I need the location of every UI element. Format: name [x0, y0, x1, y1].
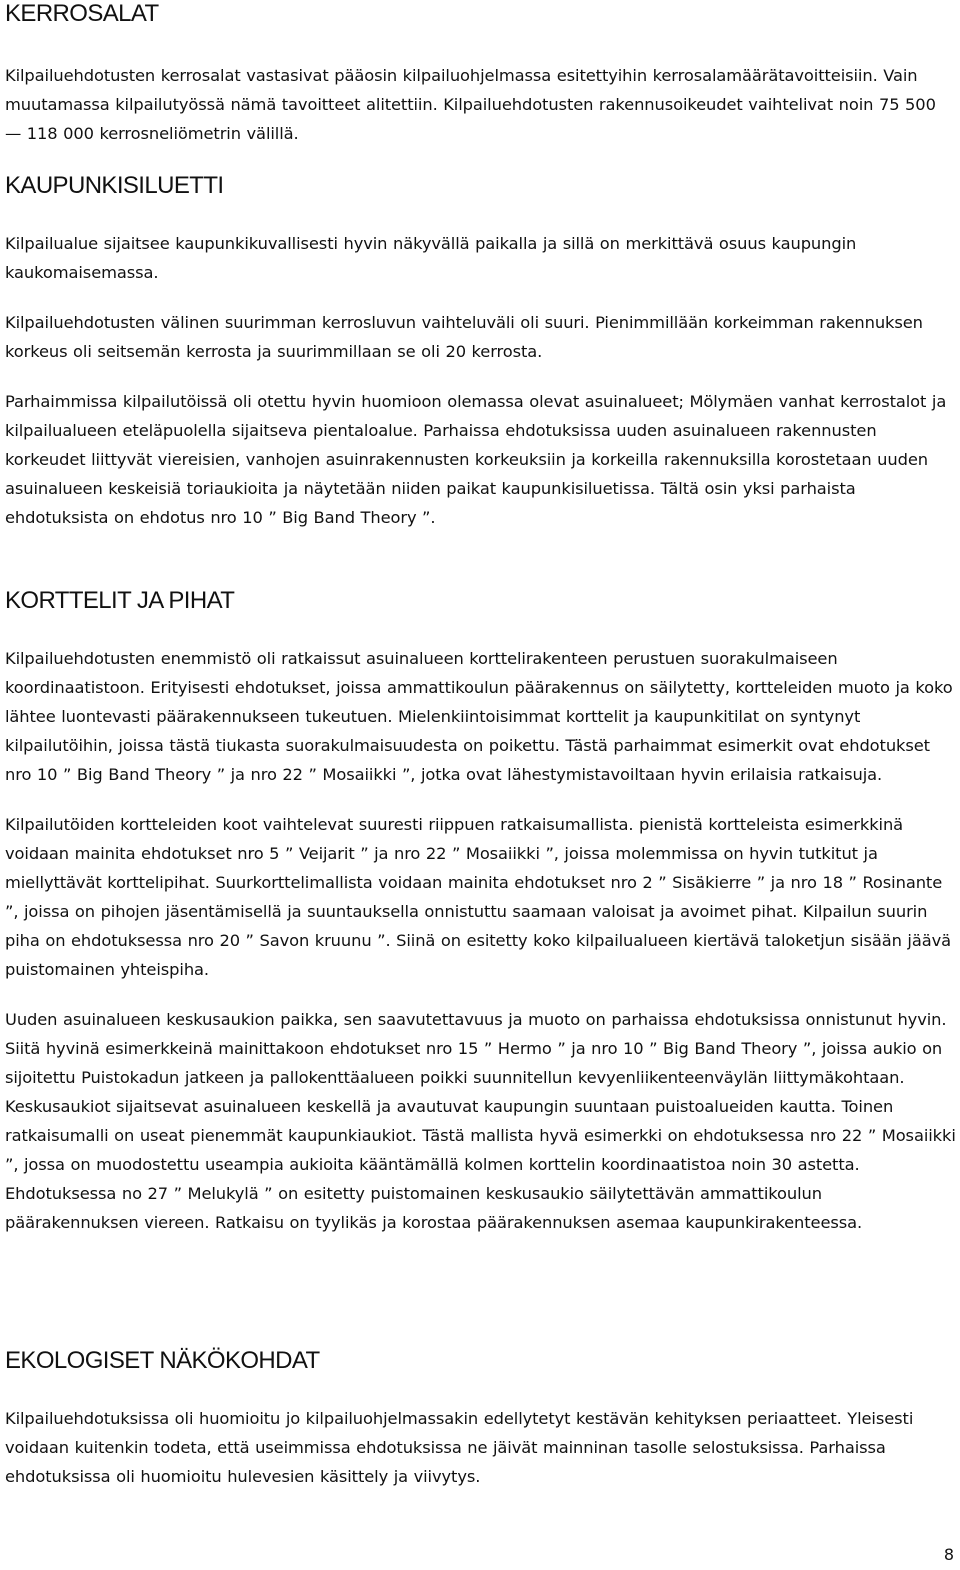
page-number: 8: [943, 1545, 954, 1564]
section-kerrosalat: [5, 0, 957, 148]
paragraph: Kilpailuehdotuksissa oli huomioitu jo kilpailuohjelmassakin edellytetyt kestävän kehityksen periaatteet. Yleisesti voidaan kuitenkin todeta, että useimmissa ehdotuksissa ne jäivät mainninan tasolle selostuksissa. Parhaissa ehdotuksissa oli huomioitu hulevesien käsittely ja viivytys.: [5, 1409, 914, 1486]
section-heading: KAUPUNKISILUETTI: [5, 172, 224, 199]
section-ekologiset-nakokohdat: [5, 1347, 957, 1491]
paragraph: Kilpailuehdotusten välinen suurimman kerrosluvun vaihteluväli oli suuri. Pienimmillään korkeimman rakennuksen korkeus oli seitsemän kerrosta ja suurimmillaan se oli 20 kerrosta.: [5, 313, 923, 361]
paragraph: Kilpailualue sijaitsee kaupunkikuvallisesti hyvin näkyvällä paikalla ja sillä on merkittävä osuus kaupungin kaukomaisemassa.: [5, 234, 857, 282]
section-heading: EKOLOGISET NÄKÖKOHDAT: [5, 1347, 320, 1374]
paragraph: Kilpailutöiden kortteleiden koot vaihtelevat suuresti riippuen ratkaisumallista. pienistä kortteleista esimerkkinä voidaan mainita ehdotukset nro 5 ” Veijarit ” ja nro 22 ” Mosaiikki ”, joissa molemmissa on hyvin tutkitut ja miellyttävät korttelipihat. Suurkorttelimallista voidaan mainita ehdotukset nro 2 ” Sisäkierre ” ja nro 18 ” Rosinante ”, joissa on pihojen jäsentämisellä ja suuntauksella onnistuttu saamaan valoisat ja avoimet pihat. Kilpailun suurin piha on ehdotuksessa nro 20 ” Savon kruunu ”. Siinä on esitetty koko kilpailualueen kiertävä taloketjun sisään jäävä puistomainen yhteispiha.: [5, 815, 951, 979]
paragraph: Parhaimmissa kilpailutöissä oli otettu hyvin huomioon olemassa olevat asuinalueet; Mölymäen vanhat kerrostalot ja kilpailualueen eteläpuolella sijaitseva pientaloalue. Parhaissa ehdotuksissa uuden asuinalueen rakennusten korkeudet liittyvät viereisien, vanhojen asuinrakennusten korkeuksiin ja korkeilla rakennuksilla korostetaan uuden asuinalueen keskeisiä toriaukioita ja näytetään niiden paikat kaupunkisiluetissa. Tältä osin yksi parhaista ehdotuksista on ehdotus nro 10 ” Big Band Theory ”.: [5, 392, 947, 527]
section-heading: KORTTELIT JA PIHAT: [5, 587, 235, 614]
paragraph: Kilpailuehdotusten kerrosalat vastasivat pääosin kilpailuohjelmassa esitettyihin kerrosalamäärätavoitteisiin. Vain muutamassa kilpailutyössä nämä tavoitteet alitettiin. Kilpailuehdotusten rakennusoikeudet vaihtelivat noin 75 500 — 118 000 kerrosneliömetrin välillä.: [5, 66, 936, 143]
paragraph: Kilpailuehdotusten enemmistö oli ratkaissut asuinalueen korttelirakenteen perustuen suorakulmaiseen koordinaatistoon. Erityisesti ehdotukset, joissa ammattikoulun päärakennus on säilytetty, kortteleiden muoto ja koko lähtee luontevasti päärakennukseen tukeutuen. Mielenkiintoisimmat korttelit ja kaupunkitilat on syntynyt kilpailutöihin, joissa tästä tiukasta suorakulmaisuudesta on poikettu. Tästä parhaimmat esimerkit ovat ehdotukset nro 10 ” Big Band Theory ” ja nro 22 ” Mosaiikki ”, jotka ovat lähestymistavoiltaan hyvin erilaisia ratkaisuja.: [5, 649, 953, 784]
section-korttelit-ja-pihat: [5, 587, 957, 1237]
paragraph: Uuden asuinalueen keskusaukion paikka, sen saavutettavuus ja muoto on parhaissa ehdotuksissa onnistunut hyvin. Siitä hyvinä esimerkkeinä mainittakoon ehdotukset nro 15 ” Hermo ” ja nro 10 ” Big Band Theory ”, joissa aukio on sijoitettu Puistokadun jatkeen ja pallokenttäalueen poikki suunnitellun kevyenliikenteenväylän liittymäkohtaan. Keskusaukiot sijaitsevat asuinalueen keskellä ja avautuvat kaupungin suuntaan puistoalueiden kautta. Toinen ratkaisumalli on useat pienemmät kaupunkiaukiot. Tästä mallista hyvä esimerkki on ehdotuksessa nro 22 ” Mosaiikki ”, jossa on muodostettu useampia aukioita kääntämällä kolmen korttelin koordinaatistoa noin 30 astetta. Ehdotuksessa no 27 ” Melukylä ” on esitetty puistomainen keskusaukio säilytettävän ammattikoulun päärakennuksen viereen. Ratkaisu on tyylikäs ja korostaa päärakennuksen asemaa kaupunkirakenteessa.: [5, 1010, 956, 1232]
section-heading: KERROSALAT: [5, 0, 159, 27]
section-kaupunkisiluetti: [5, 172, 957, 532]
